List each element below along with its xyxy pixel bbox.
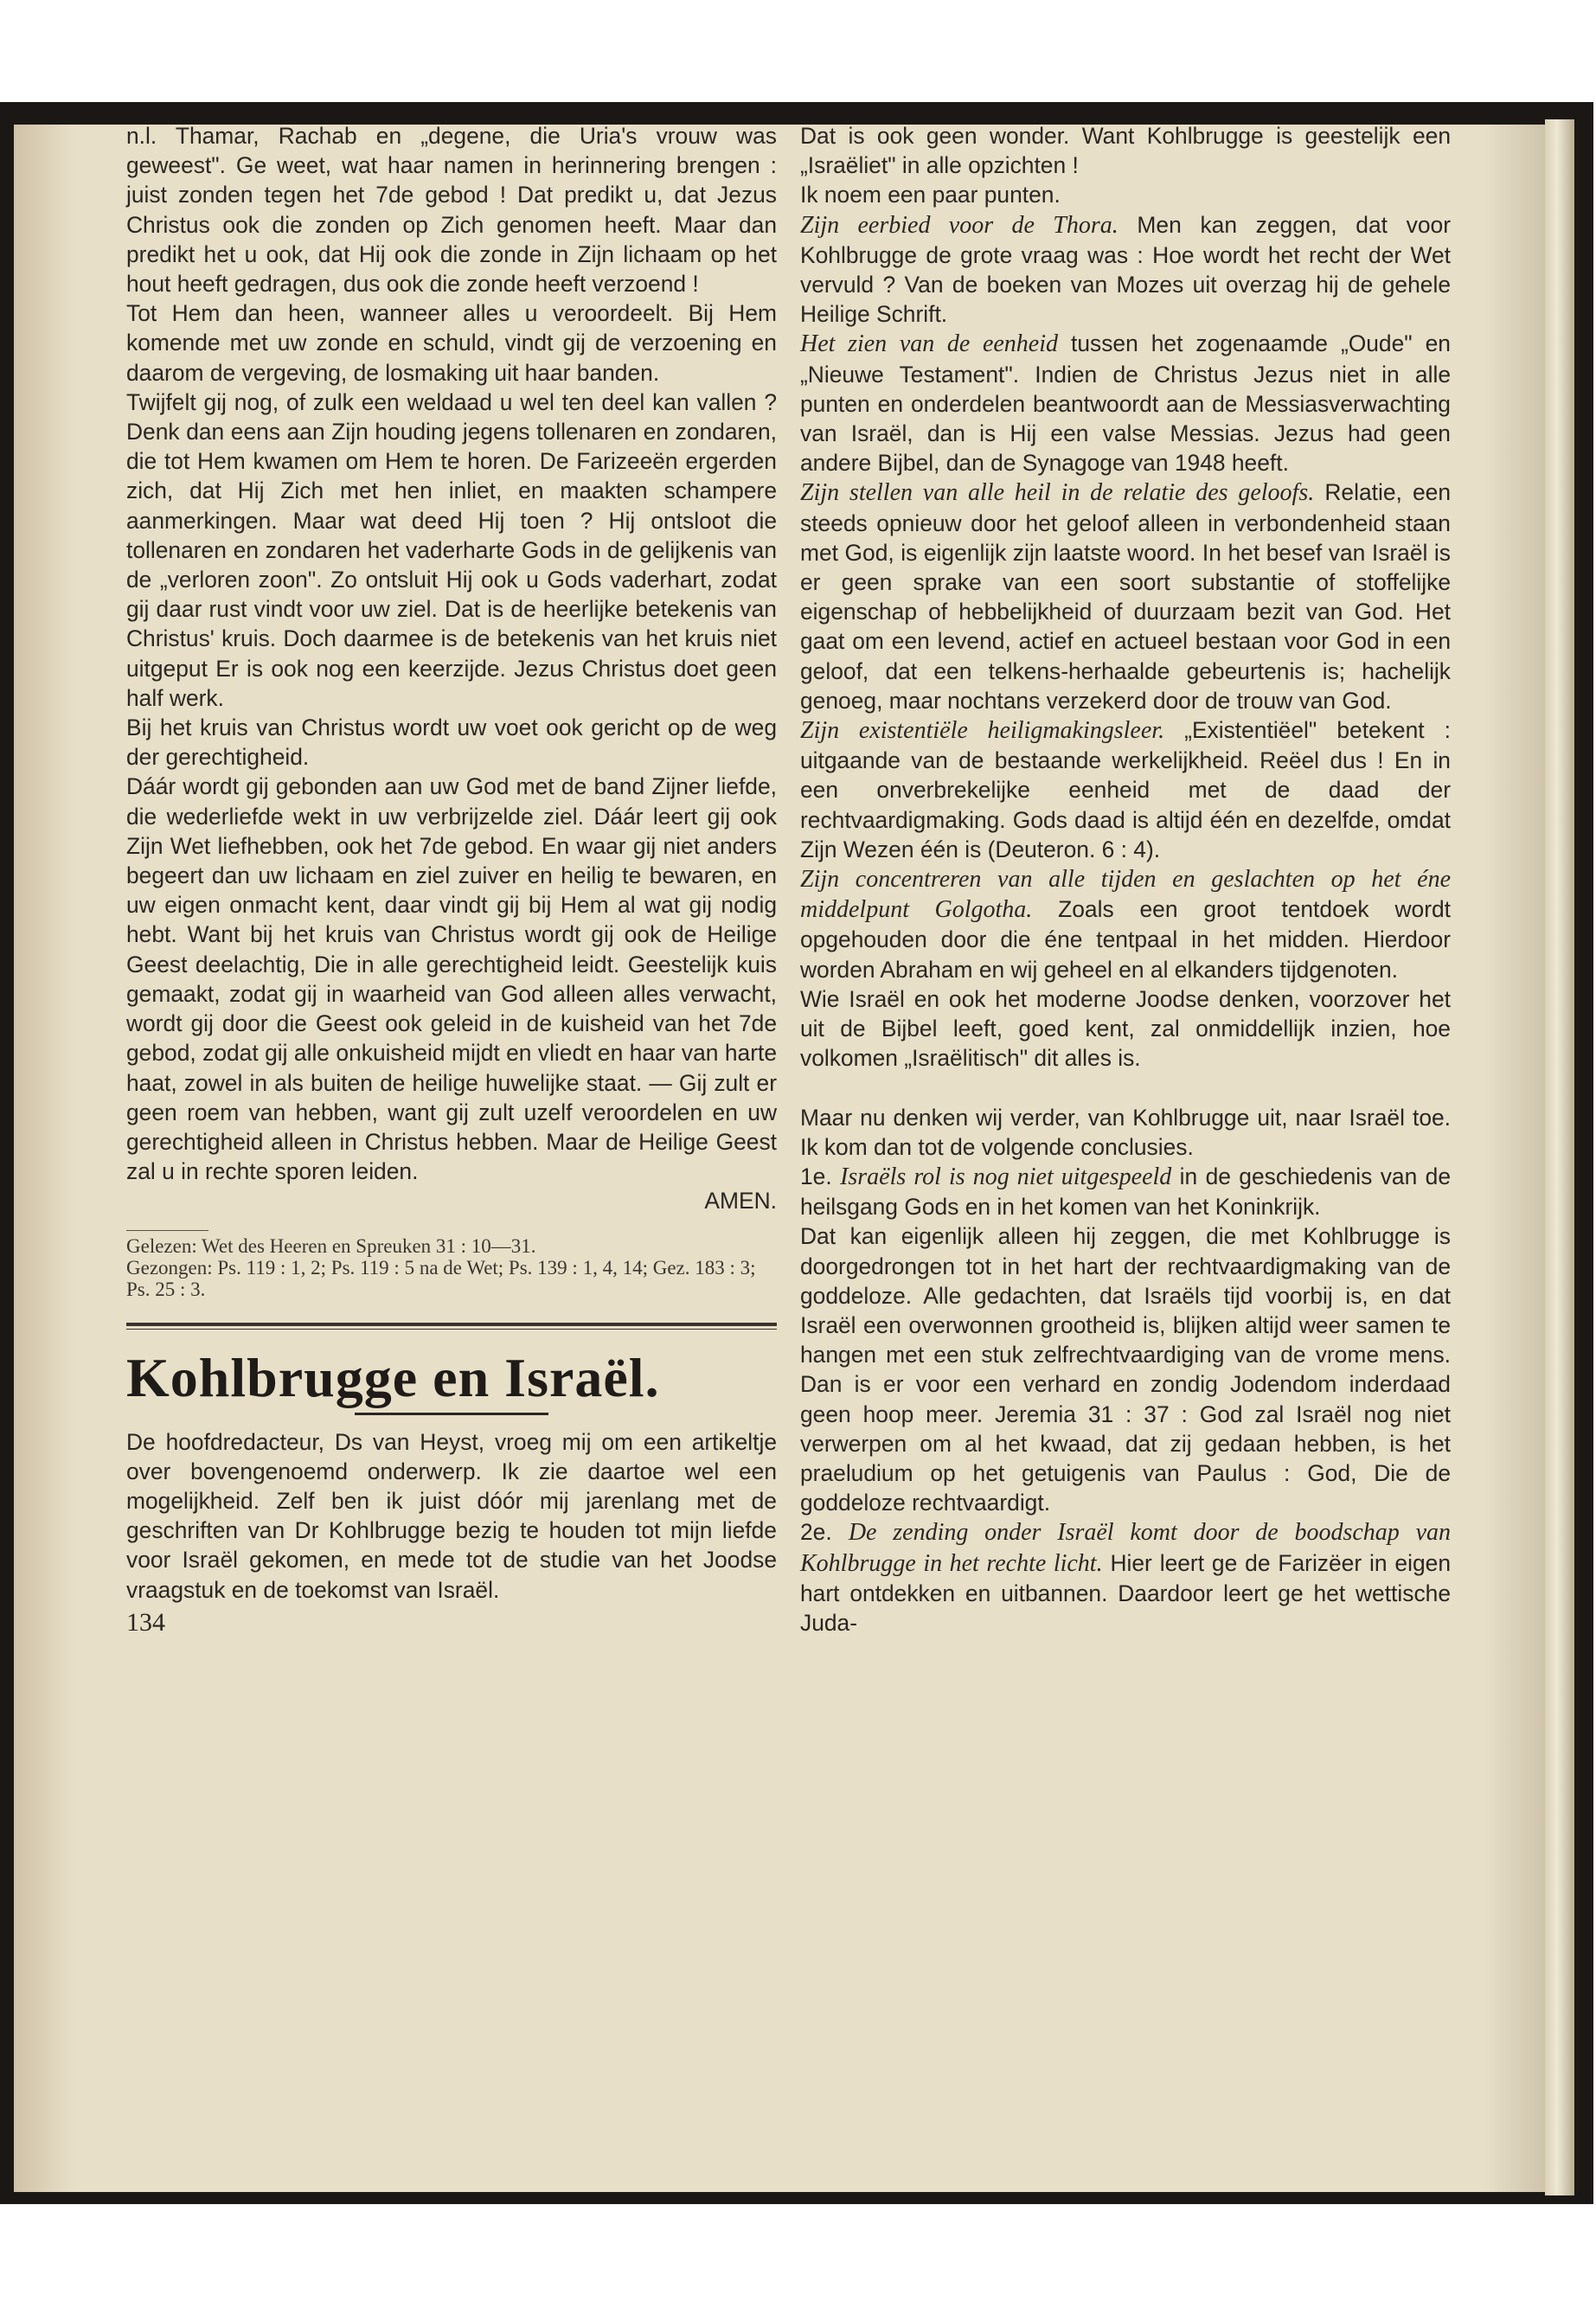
point-title: Het zien van de eenheid (800, 330, 1059, 358)
section-rule-thin (126, 1329, 777, 1330)
gelezen-note: Gelezen: Wet des Heeren en Spreuken 31 : 10—31. (126, 1234, 536, 1257)
paragraph (800, 1517, 1451, 1638)
paragraph: Twijfelt gij nog, of zulk een weldaad u wel ten deel kan vallen ? Denk dan eens aan Zijn houding jegens tollenaren en zondaren, die tot Hem kwamen om Hem te horen. De Farizeeën ergerden zich, dat Hij Zich met hen inliet, en maakten schampere aanmerkingen. Maar wat deed Hij toen ? Hij ontsloot die tollenaren en zondaren het vaderharte Gods in de gelijkenis van de „verloren zoon". Zo ontsluit Hij ook u Gods vaderhart, zodat gij daar rust vindt voor uw ziel. Dat is de heerlijke betekenis van Christus' kruis. Doch daarmee is de betekenis van het kruis niet uitgeput Er is ook nog een keerzijde. Jezus Christus doet geen half werk. (126, 388, 777, 711)
paragraph (800, 478, 1451, 715)
point-title: Zijn concentreren van alle tijden en geslachten op het éne middelpunt Golgotha. (800, 866, 1451, 924)
left-column (126, 121, 777, 1638)
article-intro: De hoofdredacteur, Ds van Heyst, vroeg mij om een artikeltje over bovengenoemd onderwerp. Ik zie daartoe wel een mogelijkheid. Zelf ben ik juist dóór mij jarenlang met de geschriften van Dr Kohlbrugge bezig te houden tot mijn liefde voor Israël gekomen, en mede tot de studie van het Joodse vraagstuk en de toekomst van Israël. (126, 1428, 777, 1603)
point-text: Relatie, een steeds opnieuw door het geloof alleen in verbondenheid staan met God, is eigenlijk zijn laatste woord. In het besef van Israël is er geen sprake van een soort substantie of stoffelijke eigenschap of hebbelijkheid of duurzaam bezit van God. Het gaat om een levend, actief en actueel bestaan voor God in een geloof, dat een telkens-herhaalde gebeurtenis is; hachelijk genoeg, maar nochtans verzekerd door de trouw van God. (800, 479, 1451, 714)
sermon-ending (126, 1186, 777, 1215)
paragraph: Dáár wordt gij gebonden aan uw God met de band Zijner liefde, die wederliefde wekt in uw verbrijzelde ziel. Dáár leert gij ook Zijn Wet liefhebben, ook het 7de gebod. En waar gij niet anders begeert dan uw lichaam en ziel zuiver en heilig te bewaren, en uw eigen onmacht kent, daar vindt gij bij Hem al wat gij nodig hebt. Want bij het kruis van Christus wordt gij ook de Heilige Geest deelachtig, Die in alle gerechtigheid leidt. Geestelijk kuis gemaakt, zodat gij in waarheid van God alleen alles verwacht, wordt gij door die Geest ook geleid in de kuisheid van het 7de gebod, zodat gij alle onkuisheid mijdt en vliedt en haar van harte haat, zowel in als buiten de heilige huwelijke staat. — Gij zult er geen roem van hebben, want gij zult uzelf veroordelen en uw gerechtigheid alleen in Christus hebben. Maar de Heilige Geest zal u in rechte sporen leiden. (126, 773, 777, 1185)
section-rule (126, 1323, 777, 1326)
amen: AMEN. (704, 1188, 777, 1215)
point-text: „Existentiëel" betekent : uitgaande van de bestaande werkelijkheid. Reëel dus ! En in een onverbrekelijke eenheid met de daad der rechtvaardigmaking. Gods daad is altijd één en dezelfde, omdat Zijn Wezen één is (Deuteron. 6 : 4). (800, 717, 1451, 862)
point-title: De zending onder Israël komt door de boodschap van Kohlbrugge in het rechte licht. (800, 1519, 1451, 1577)
point-text: Hier leert ge de Farizëer in eigen hart ontdekken en uitbannen. Daardoor leert ge het wettische Juda- (800, 1549, 1451, 1636)
article-heading: Kohlbrugge en Israël. (126, 1346, 660, 1408)
page-edge (1545, 119, 1574, 2195)
point-number: 2e. (800, 1519, 849, 1546)
paragraph: Dat kan eigenlijk alleen hij zeggen, die met Kohlbrugge is doorgedrongen tot in het hart der rechtvaardigmaking van de goddeloze. Alle gedachten, dat Israëls tijd voorbij is, en dat Israël een overwonnen grootheid is, blijken altijd weer samen te hangen met een stuk zelfrechtvaardiging van de vrome mens. Dan is er voor een verhard en zondig Jodendom inderdaad geen hoop meer. Jeremia 31 : 37 : God zal Israël nog niet verwerpen om al het kwaad, dat zij gedaan hebben, is het praeludium op het getuigenis van Paulus : God, Die de goddeloze rechtvaardigt. (800, 1223, 1451, 1516)
point-text: in de geschiedenis van de heilsgang Gods en in het komen van het Koninkrijk. (800, 1163, 1451, 1221)
paragraph (800, 329, 1451, 478)
gezongen-note: Gezongen: Ps. 119 : 1, 2; Ps. 119 : 5 na de Wet; Ps. 139 : 1, 4, 14; Gez. 183 : 3; Ps. 25 : 3. (126, 1256, 756, 1300)
paragraph: Bij het kruis van Christus wordt uw voet ook gericht op de weg der gerechtigheid. (126, 715, 777, 771)
paragraph: Tot Hem dan heen, wanneer alles u veroordeelt. Bij Hem komende met uw zonde en schuld, vindt gij de verzoening en daarom de vergeving, de losmaking uit haar banden. (126, 300, 777, 386)
point-title: Zijn existentiële heiligmakingsleer. (800, 717, 1165, 745)
point-title: Zijn stellen van alle heil in de relatie des geloofs. (800, 479, 1315, 507)
point-number: 1e. (800, 1163, 841, 1189)
paragraph: n.l. Thamar, Rachab en „degene, die Uria's vrouw was geweest". Ge weet, wat haar namen in herinnering brengen : juist zonden tegen het 7de gebod ! Dat predikt u, dat Jezus Christus ook die zonden op Zich genomen heeft. Maar dan predikt het u ook, dat Hij ook die zonde in Zijn lichaam op het hout heeft gedragen, dus ook die zonde heeft verzoend ! (126, 123, 777, 298)
paragraph (800, 715, 1451, 864)
paragraph: Maar nu denken wij verder, van Kohlbrugge uit, naar Israël toe. Ik kom dan tot de volgende conclusies. (800, 1104, 1451, 1160)
paragraph: Ik noem een paar punten. (800, 182, 1061, 208)
heading-underline (355, 1413, 548, 1415)
point-title: Israëls rol is nog niet uitgespeeld (840, 1163, 1172, 1190)
paragraph: Wie Israël en ook het moderne Joodse denken, voorzover het uit de Bijbel leeft, goed kent, zal onmiddellijk inzien, hoe volkomen „Israëlitisch" dit alles is. (800, 985, 1451, 1072)
paragraph: Dat is ook geen wonder. Want Kohlbrugge is geestelijk een „Israëliet" in alle opzichten ! (800, 123, 1451, 179)
point-text: Zoals een groot tentdoek wordt opgehouden door die éne tentpaal in het midden. Hierdoor worden Abraham en wij geheel en al elkanders tijdgenoten. (800, 896, 1451, 983)
paragraph (800, 864, 1451, 984)
paragraph (800, 1162, 1451, 1221)
paragraph (800, 210, 1451, 330)
point-text: Men kan zeggen, dat voor Kohlbrugge de grote vraag was : Hoe wordt het recht der Wet vervuld ? Van de boeken van Mozes uit overzag hij de gehele Heilige Schrift. (800, 211, 1451, 328)
sermon-notes (126, 1230, 777, 1300)
right-column (800, 121, 1451, 1638)
page-number: 134 (126, 1607, 165, 1637)
point-text: tussen het zogenaamde „Oude" en „Nieuwe Testament". Indien de Christus Jezus niet in alle punten en onderdelen beantwoordt aan de Messiasverwachting van Israël, dan is Hij een valse Messias. Jezus had geen andere Bijbel, dan de Synagoge van 1948 heeft. (800, 330, 1451, 477)
point-title: Zijn eerbied voor de Thora. (800, 211, 1118, 239)
